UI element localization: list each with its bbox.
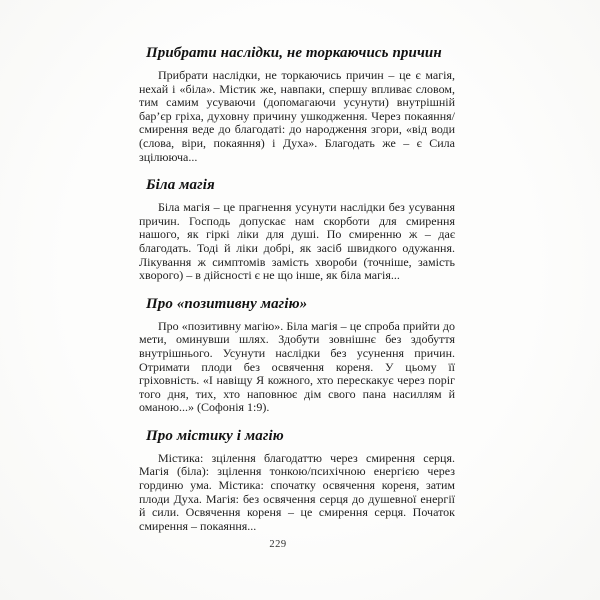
- section-paragraph: Біла магія – це прагнення усунути наслідки без усування причин. Господь допускає нам скорботи для смирення нашого, як гіркі ліки для душі. По смиренню ж – дає благодать. Тоді й ліки добрі, як засіб швидкого одужання. Лікування ж симптомів замість хвороби (точніше, замість хворого) – в дійсності є не що інше, як біла магія...: [139, 200, 455, 283]
- section-paragraph: Про «позитивну магію». Біла магія – це спроба прийти до мети, оминувши шлях. Здобути зовнішнє без здобуття внутрішнього. Усунути наслідки без усунення причин. Отримати плоди без освячення кореня. У цьому її гріховність. «І навіщу Я кожного, хто перескакує через поріг того дня, тих, хто наповнює дім свого пана насиллям й оманою...» (Софонія 1:9).: [139, 318, 455, 415]
- section-heading: Про «позитивну магію»: [146, 295, 308, 312]
- section-mysticism-and-magic: [139, 428, 455, 534]
- page-number: 229: [269, 539, 287, 550]
- section-heading: Прибрати наслідки, не торкаючись причин: [146, 45, 442, 61]
- section-positive-magic: [139, 296, 455, 415]
- section-paragraph: Прибрати наслідки, не торкаючись причин – це є магія, нехай і «біла». Містик же, навпаки, спершу впливає словом, тим самим усуваючи (допомагаючи усунути) внутрішній бар’єр гріха, духовну причину ушкодження. Через покаяння/смирення веде до благодаті: до народження згори, «від води (слова, віри, покаяння) і Духа». Благодать же – є Сила зцілююча...: [139, 68, 455, 164]
- section-heading: Про містику і магію: [146, 427, 284, 444]
- section-white-magic: [139, 177, 455, 283]
- section-heading: Біла магія: [146, 177, 215, 194]
- section-paragraph: Містика: зцілення благодаттю через смирення серця. Магія (біла): зцілення тонкою/психічною енергією через гординю ума. Містика: спочатку освячення кореня, затим плоди Духа. Магія: без освячення серця до душевної енергії й сили. Освячення кореня – це смирення серця. Початок смирення – покаяння...: [139, 450, 455, 533]
- page-content: [139, 45, 455, 533]
- section-remove-consequences: [139, 45, 455, 164]
